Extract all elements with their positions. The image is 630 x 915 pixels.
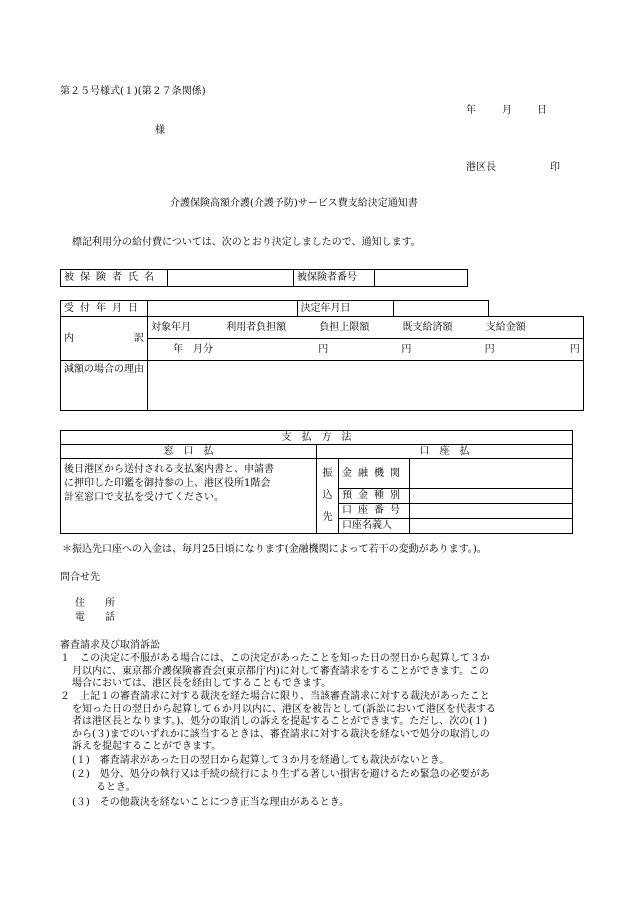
counter-payment-header: 窓 口 払 <box>61 445 317 459</box>
appeal-sub-2-line-1: (２) 処分、処分の執行又は手続の続行により生ずる著しい損害を避けるため緊急の必要があ <box>72 769 490 780</box>
counter-text-line-2: に押印した印鑑を御持参の上、港区役所1階会 <box>64 478 271 489</box>
appeal-item-1-line-2: 月以内に、東京都介護保険審査会(東京都庁内)に対して審査請求をすることができます。この <box>72 665 490 677</box>
account-payment-header: 口 座 払 <box>317 445 573 459</box>
appeal-heading: 審査請求及び取消訴訟 <box>60 640 160 651</box>
transfer-char-3: 先 <box>322 512 333 523</box>
payment-amount-yen: 円 <box>569 343 580 355</box>
appeal-item-2-line-3: 者は港区長となります。)、処分の取消しの訴えを提起することができます。ただし、次の(１) <box>72 716 488 727</box>
seal-mark: 印 <box>550 162 560 173</box>
document-title: 介護保険高額介護(介護予防)サービス費支給決定通知書 <box>170 198 418 209</box>
date-month-label: 月 <box>502 105 512 116</box>
addressee-suffix: 様 <box>155 125 165 136</box>
payment-method-header: 支 払 方 法 <box>61 431 573 445</box>
appeal-sub-2 <box>72 769 490 794</box>
appeal-item-1-line-3: 場合においては、港区長を経由してすることもできます。 <box>72 678 332 689</box>
insured-number-label: 被保険者番号 <box>294 270 375 287</box>
appeal-item-2 <box>60 691 496 754</box>
appeal-item-2-line-2: を知った日の翌日から起算して６か月以内に、港区を被告として(訴訟において港区を代表する <box>72 703 496 715</box>
user-burden-yen: 円 <box>318 343 329 355</box>
col-already-paid: 既支給済額 <box>402 321 453 333</box>
insured-number-value <box>375 270 468 287</box>
counter-text-line-3: 計室窓口で支払を受けてください。 <box>64 492 224 503</box>
account-holder-value <box>410 519 573 534</box>
account-number-label: 口座番号 <box>339 504 410 519</box>
appeal-item-1-line-1: １ この決定に不服がある場合には、この決定があったことを知った日の翌日から起算して３か <box>60 653 490 664</box>
breakdown-label-1: 内 <box>64 332 74 344</box>
target-period-value: 年 月分 <box>173 343 213 355</box>
breakdown-label-2: 訳 <box>134 332 144 344</box>
contact-address-label: 住 所 <box>75 598 115 609</box>
insured-name-value <box>168 270 294 287</box>
reduction-reason-label: 減額の場合の理由 <box>61 361 148 411</box>
appeal-item-2-line-1: ２ 上記１の審査請求に対する裁決を経た場合に限り、当該審査請求に対する裁決があったこと <box>60 691 490 702</box>
decision-date-label: 決定年月日 <box>297 301 393 317</box>
appeal-item-2-line-4: から(３)までのいずれかに該当するときは、審査請求に対する裁決を経ないで処分の取消しの <box>72 728 490 740</box>
contact-phone-label: 電 話 <box>75 612 115 623</box>
counter-payment-instructions <box>61 459 317 534</box>
col-user-burden: 利用者負担額 <box>226 321 287 333</box>
appeal-item-1 <box>60 653 490 691</box>
account-type-value <box>410 489 573 504</box>
account-holder-label: 口座名義人 <box>339 519 410 534</box>
transfer-destination-label <box>317 459 339 534</box>
breakdown-header-row <box>148 317 584 339</box>
col-burden-limit: 負担上限額 <box>319 321 370 333</box>
date-day-label: 日 <box>537 105 547 116</box>
col-payment-amount: 支給金額 <box>485 321 526 333</box>
date-year-label: 年 <box>466 105 476 116</box>
payment-method-table <box>60 430 573 534</box>
breakdown-value-row <box>148 339 584 361</box>
burden-limit-yen: 円 <box>401 343 412 355</box>
appeal-sub-3: (３) その他裁決を経ないことにつき正当な理由があるとき。 <box>72 797 350 808</box>
contact-heading: 問合せ先 <box>60 572 100 583</box>
bank-label: 金融機関 <box>339 459 410 489</box>
insured-name-label: 被保険者氏名 <box>61 270 168 287</box>
deposit-note: ＊振込先口座への入金は、毎月25日頃になります(金融機関によって若干の変動があります。)。 <box>62 544 487 555</box>
received-date-value <box>148 301 298 317</box>
decision-table <box>60 300 584 411</box>
counter-text-line-1: 後日港区から送付される支払案内書と、申請書 <box>64 464 274 475</box>
decision-date-value <box>393 301 488 317</box>
bank-value <box>410 459 573 489</box>
transfer-char-1: 振 <box>322 468 333 479</box>
appeal-sub-1: (１) 審査請求があった日の翌日から起算して３か月を経過しても裁決がないとき。 <box>72 755 450 766</box>
appeal-sub-2-line-2: るとき。 <box>96 781 136 793</box>
account-number-value <box>410 504 573 519</box>
account-type-label: 預金種別 <box>339 489 410 504</box>
insured-info-table <box>60 269 573 287</box>
received-date-label: 受付年月日 <box>61 301 148 317</box>
form-number: 第２５号様式(１)(第２７条関係) <box>60 86 206 97</box>
transfer-char-2: 込 <box>322 490 333 501</box>
issuer-name: 港区長 <box>466 162 496 173</box>
col-target-period: 対象年月 <box>151 321 191 333</box>
breakdown-label <box>61 317 148 361</box>
reduction-reason-value <box>148 361 584 411</box>
already-paid-yen: 円 <box>484 343 495 355</box>
appeal-item-2-line-5: 訴えを提起することができます。 <box>72 741 222 752</box>
intro-text: 標記利用分の給付費については、次のとおり決定しましたので、通知します。 <box>72 237 421 248</box>
